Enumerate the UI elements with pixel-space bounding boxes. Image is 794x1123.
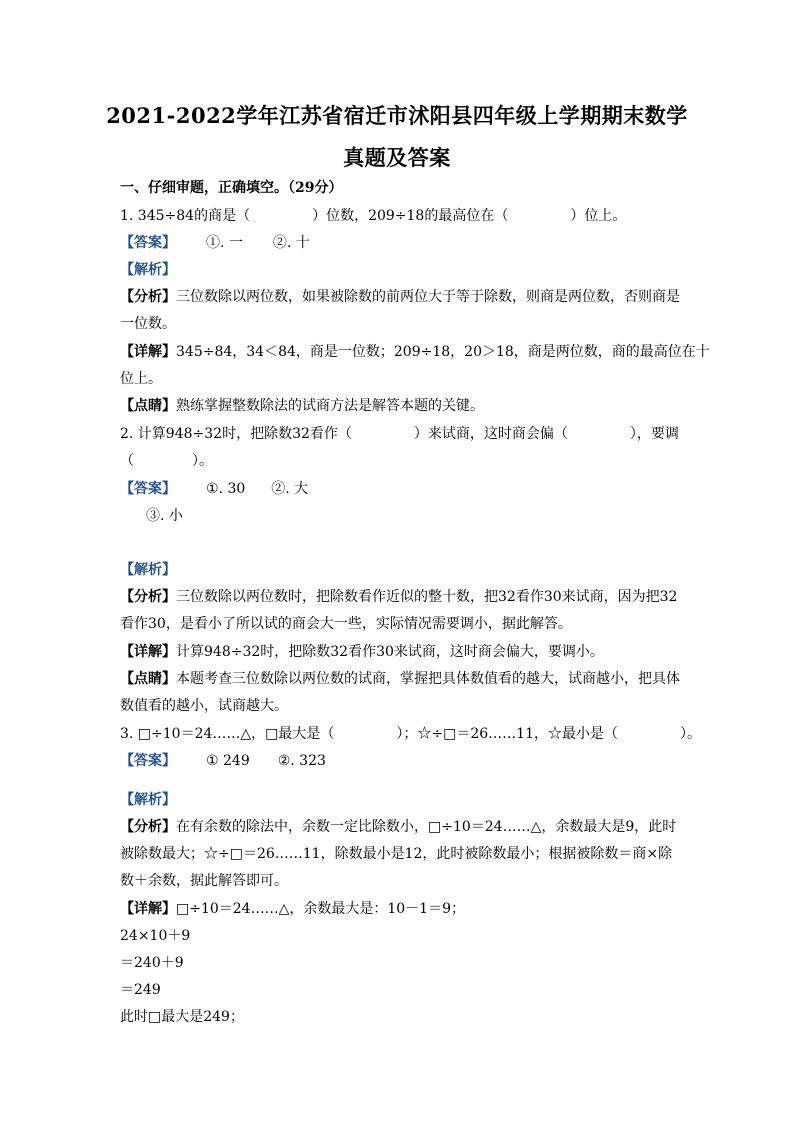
fenxi-3-cont: 被除数最大；☆÷□＝26……11，除数最小是12，此时被除数最小；根据被除数＝商×除 [120, 846, 673, 862]
fenxi-2: 【分析】三位数除以两位数时，把除数看作近似的整十数，把32看作30来试商，因为把32 [120, 589, 678, 605]
dianjing-2: 【点睛】本题考查三位数除以两位数的试商，掌握把具体数值看的越大，试商越小，把具体 [120, 671, 680, 687]
question-2-cont: （ ）。 [120, 453, 213, 469]
answer-2: 【答案】 ①. 30 ②. 大 [120, 481, 309, 497]
dianjing-2-cont: 数值看的越小，试商越大。 [120, 698, 288, 714]
answer-2-cont: ③. 小 [146, 508, 183, 524]
xiangjie-1: 【详解】345÷84，34＜84，商是一位数；209÷18，20＞18，商是两位数，商的最高位在十 [120, 344, 710, 360]
conclusion-line: 此时□最大是249； [120, 1009, 244, 1025]
answer-1: 【答案】 ①. 一 ②. 十 [120, 235, 310, 251]
calc-line-2: ＝240＋9 [120, 955, 184, 971]
fenxi-1: 【分析】三位数除以两位数，如果被除数的前两位大于等于除数，则商是两位数，否则商是 [120, 289, 680, 305]
question-3: 3. □÷10＝24……△，□最大是（ ）；☆÷□＝26……11，☆最小是（ ）。 [120, 726, 701, 742]
xiangjie-3: 【详解】□÷10＝24……△，余数最大是：10－1＝9； [120, 901, 465, 917]
fenxi-1-cont: 一位数。 [120, 316, 176, 332]
analysis-label-2: 【解析】 [120, 562, 176, 578]
analysis-label-3: 【解析】 [120, 792, 176, 808]
xiangjie-1-cont: 位上。 [120, 371, 162, 387]
dianjing-1: 【点睛】熟练掌握整数除法的试商方法是解答本题的关键。 [120, 398, 484, 414]
answer-3: 【答案】 ① 249 ②. 323 [120, 753, 326, 769]
fenxi-2-cont: 看作30，是看小了所以试的商会大一些，实际情况需要调小，据此解答。 [120, 616, 572, 632]
question-1: 1. 345÷84的商是（ ）位数，209÷18的最高位在（ ）位上。 [120, 208, 627, 224]
calc-line-3: ＝249 [120, 982, 161, 998]
document-subtitle: 真题及答案 [343, 145, 451, 170]
document-title: 2021-2022学年江苏省宿迁市沭阳县四年级上学期期末数学 [106, 103, 688, 128]
question-2: 2. 计算948÷32时，把除数32看作（ ）来试商，这时商会偏（ ），要调 [120, 426, 679, 442]
section-heading: 一、仔细审题，正确填空。（29分） [120, 180, 343, 196]
analysis-label-1: 【解析】 [120, 262, 176, 278]
fenxi-3: 【分析】在有余数的除法中，余数一定比除数小，□÷10＝24……△，余数最大是9，此时 [120, 819, 677, 835]
xiangjie-2: 【详解】计算948÷32时，把除数32看作30来试商，这时商会偏大，要调小。 [120, 644, 604, 660]
fenxi-3-cont2: 数＋余数，据此解答即可。 [120, 873, 288, 889]
calc-line-1: 24×10＋9 [120, 928, 191, 944]
